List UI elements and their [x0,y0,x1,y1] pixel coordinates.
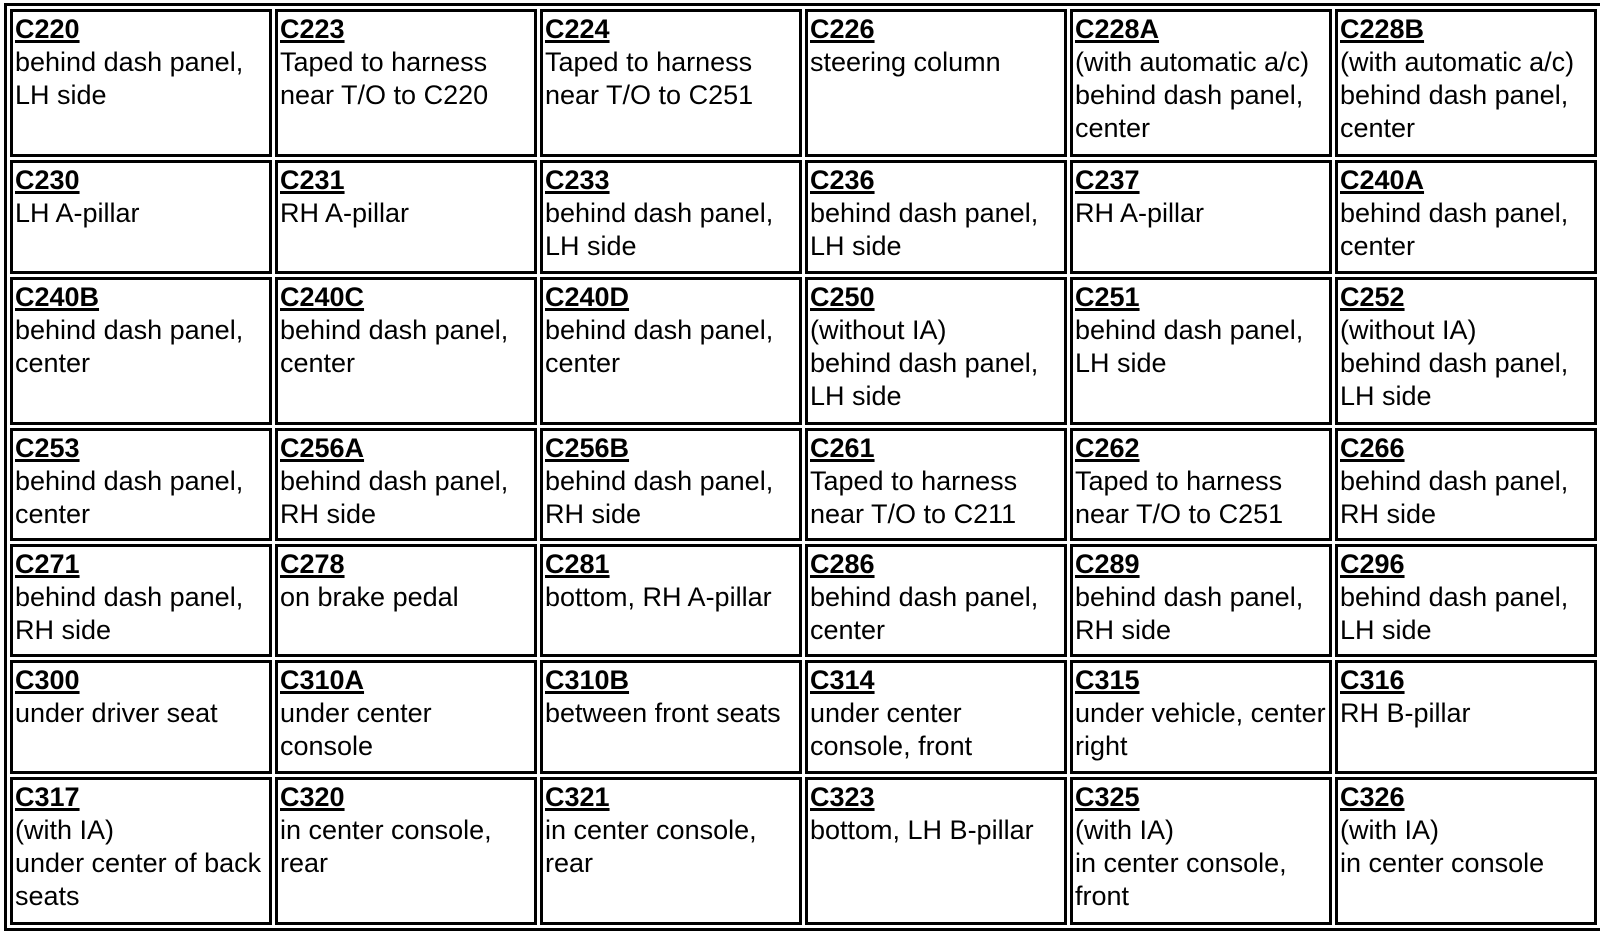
connector-location: Taped to harness near T/O to C251 [1075,465,1284,529]
connector-location: under driver seat [15,698,218,729]
connector-location: in center console [1340,847,1545,878]
connector-location: behind dash panel, center [15,314,244,378]
connector-location: behind dash panel, RH side [1075,582,1304,645]
connector-code: C317 [15,781,80,812]
connector-code: C230 [15,165,80,196]
connector-location: behind dash panel, RH side [280,465,509,529]
connector-code: C240A [1340,165,1425,196]
connector-location: Taped to harness near T/O to C251 [545,47,754,110]
connector-condition-note: (without IA) [810,314,947,345]
connector-location: Taped to harness near T/O to C211 [810,465,1018,529]
connector-code: C278 [280,549,345,579]
connector-location: RH A-pillar [1075,198,1205,229]
connector-location: behind dash panel, RH side [545,465,774,529]
connector-code: C250 [810,281,875,312]
connector-location: behind dash panel, LH side [810,347,1039,411]
connector-cell [1070,777,1332,925]
table-row [10,660,1597,773]
connector-code: C256A [280,432,365,463]
connector-condition-note: (with automatic a/c) [1340,47,1575,77]
connector-cell [1070,277,1332,425]
connector-location: RH A-pillar [280,198,410,229]
connector-code: C281 [545,549,610,579]
connector-code: C224 [545,14,610,44]
connector-location: behind dash panel, LH side [1340,347,1569,411]
table-row [10,277,1597,425]
connector-cell [805,777,1067,925]
connector-code: C228A [1075,14,1160,44]
connector-location: LH A-pillar [15,198,140,229]
connector-cell [1335,428,1597,541]
connector-cell [1335,9,1597,157]
connector-cell [275,9,537,157]
connector-code: C310B [545,665,630,696]
connector-cell [540,9,802,157]
connector-location: behind dash panel, LH side [1075,314,1304,378]
table-row [10,160,1597,273]
connector-code: C316 [1340,665,1405,696]
connector-code: C266 [1340,432,1405,463]
connector-cell [805,160,1067,273]
connector-cell [10,277,272,425]
connector-cell [805,544,1067,657]
connector-location-table [4,3,1600,931]
connector-cell [540,428,802,541]
table-row [10,777,1597,925]
connector-cell [805,428,1067,541]
table-row [10,9,1597,157]
connector-code: C286 [810,549,875,579]
connector-location: behind dash panel, center [280,314,509,378]
connector-code: C240D [545,281,630,312]
connector-cell [275,544,537,657]
connector-code: C261 [810,432,875,463]
connector-cell [275,277,537,425]
connector-location: under center console [280,698,432,762]
connector-code: C315 [1075,665,1140,696]
connector-code: C321 [545,781,610,812]
connector-cell [540,544,802,657]
connector-code: C236 [810,165,875,196]
connector-cell [275,160,537,273]
connector-cell [275,428,537,541]
connector-location: behind dash panel, RH side [1340,465,1569,529]
connector-condition-note: (with IA) [1075,814,1175,845]
connector-code: C323 [810,781,875,812]
connector-code: C320 [280,781,345,812]
connector-cell [10,660,272,773]
connector-cell [1335,160,1597,273]
connector-cell [540,160,802,273]
connector-code: C326 [1340,781,1405,812]
connector-cell [1070,544,1332,657]
connector-cell [1335,277,1597,425]
connector-cell [1335,777,1597,925]
connector-cell [1070,660,1332,773]
connector-code: C289 [1075,549,1140,579]
connector-code: C231 [280,165,345,196]
connector-code: C310A [280,665,365,696]
connector-code: C226 [810,14,875,44]
connector-condition-note: (with automatic a/c) [1075,47,1310,77]
connector-location: behind dash panel, center [1340,198,1569,262]
table-row [10,428,1597,541]
connector-code: C256B [545,432,630,463]
connector-cell [805,277,1067,425]
connector-cell [10,160,272,273]
connector-code: C233 [545,165,610,196]
connector-cell [540,777,802,925]
connector-location: under center console, front [810,698,973,762]
connector-cell [275,660,537,773]
connector-location: bottom, RH A-pillar [545,582,772,612]
connector-location: in center console, front [1075,847,1287,911]
connector-cell [805,660,1067,773]
connector-location: between front seats [545,698,781,729]
connector-location: steering column [810,47,1001,77]
connector-location: in center console, rear [280,814,492,878]
connector-location: on brake pedal [280,582,459,612]
connector-code: C252 [1340,281,1405,312]
connector-location: behind dash panel, LH side [1340,582,1569,645]
connector-location: behind dash panel, LH side [545,198,774,262]
connector-condition-note: (with IA) [15,814,115,845]
connector-location: behind dash panel, center [545,314,774,378]
connector-code: C228B [1340,14,1425,44]
connector-code: C271 [15,549,80,579]
connector-location: behind dash panel, center [1340,80,1569,143]
connector-code: C262 [1075,432,1140,463]
connector-location: RH B-pillar [1340,698,1471,729]
connector-cell [1070,428,1332,541]
connector-condition-note: (without IA) [1340,314,1477,345]
connector-location: behind dash panel, LH side [810,198,1039,262]
connector-location: behind dash panel, center [810,582,1039,645]
connector-code: C240B [15,281,100,312]
connector-code: C300 [15,665,80,696]
connector-location: under center of back seats [15,847,262,911]
connector-code: C314 [810,665,875,696]
table-row [10,544,1597,657]
connector-location: in center console, rear [545,814,757,878]
connector-code: C220 [15,14,80,44]
connector-location: behind dash panel, center [1075,80,1304,143]
connector-condition-note: (with IA) [1340,814,1440,845]
connector-cell [10,544,272,657]
connector-cell [1335,660,1597,773]
connector-table-body [10,9,1597,925]
connector-code: C253 [15,432,80,463]
connector-cell [540,660,802,773]
connector-location: behind dash panel, RH side [15,582,244,645]
connector-code: C240C [280,281,365,312]
connector-cell [10,777,272,925]
connector-cell [1070,160,1332,273]
connector-code: C251 [1075,281,1140,312]
connector-cell [1335,544,1597,657]
connector-cell [10,9,272,157]
connector-cell [805,9,1067,157]
connector-location: under vehicle, center right [1075,698,1326,762]
connector-location: behind dash panel, LH side [15,47,244,110]
connector-location: bottom, LH B-pillar [810,814,1034,845]
connector-code: C223 [280,14,345,44]
connector-code: C237 [1075,165,1140,196]
connector-location: Taped to harness near T/O to C220 [280,47,489,110]
connector-location: behind dash panel, center [15,465,244,529]
connector-cell [275,777,537,925]
connector-code: C325 [1075,781,1140,812]
connector-code: C296 [1340,549,1405,579]
connector-cell [10,428,272,541]
connector-cell [1070,9,1332,157]
connector-cell [540,277,802,425]
